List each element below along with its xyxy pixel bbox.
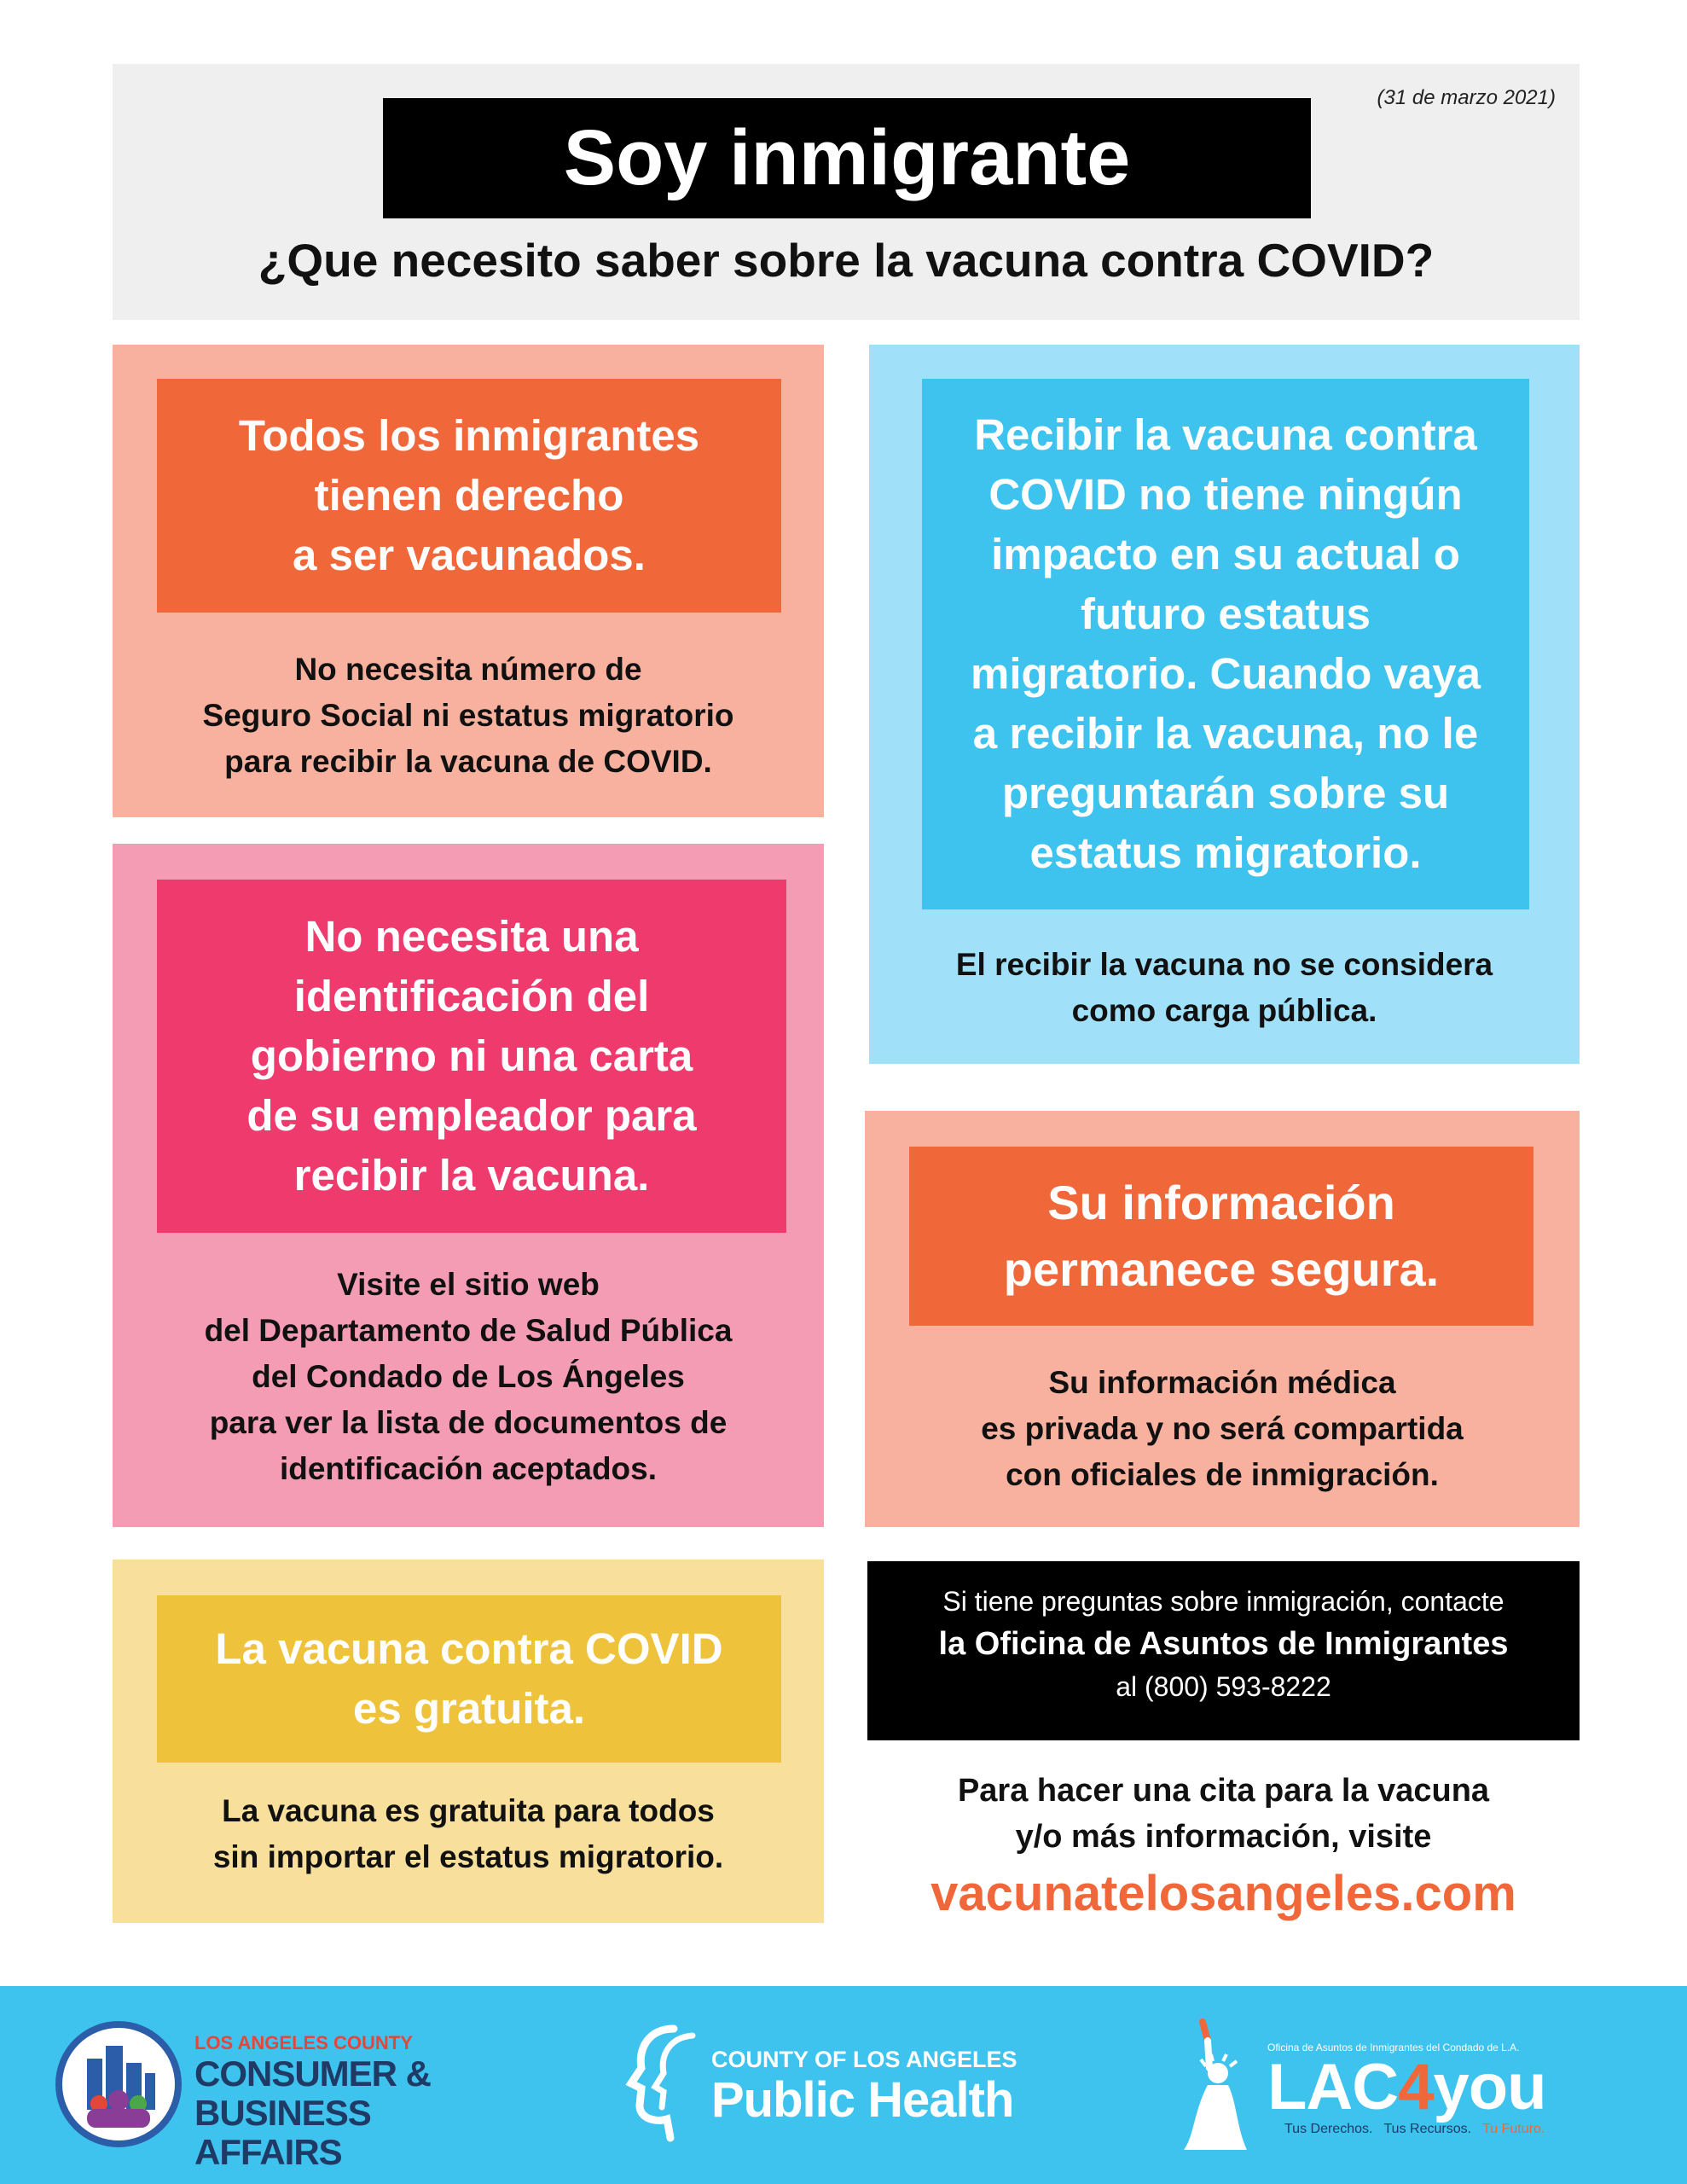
body-line: del Condado de Los Ángeles <box>252 1359 685 1394</box>
appointment-url-link[interactable]: vacunatelosangeles.com <box>930 1866 1516 1921</box>
page-subtitle: ¿Que necesito saber sobre la vacuna contra COVID? <box>258 234 1435 287</box>
body-line: El recibir la vacuna no se considera <box>955 947 1493 982</box>
lac4you-office-line: Oficina de Asuntos de Inmigrantes del Condado de L.A. <box>1267 2042 1520 2053</box>
heading-line: estatus migratorio. <box>1029 828 1422 877</box>
lac4you-tag-2: Tus Recursos. <box>1383 2122 1472 2136</box>
card-id-body <box>113 1262 824 1492</box>
heading-line: recibir la vacuna. <box>293 1151 650 1199</box>
card-info <box>865 1111 1580 1527</box>
card-free <box>113 1560 824 1923</box>
heading-line: es gratuita. <box>352 1684 586 1733</box>
lac4you-brand <box>1267 2051 1583 2123</box>
card-free-heading <box>157 1595 781 1763</box>
public-health-logo <box>623 2020 1032 2148</box>
card-id <box>113 844 824 1527</box>
lac4you-brand-4: 4 <box>1398 2051 1434 2123</box>
heading-line: migratorio. Cuando vaya <box>971 649 1481 698</box>
dcba-line-3: BUSINESS AFFAIRS <box>194 2093 371 2172</box>
heading-line: Todos los inmigrantes <box>238 411 700 460</box>
heading-line: Recibir la vacuna contra <box>974 410 1477 459</box>
body-line: para ver la lista de documentos de <box>209 1405 728 1440</box>
public-health-line-2: Public Health <box>711 2072 1014 2128</box>
contact-phone[interactable]: al (800) 593-8222 <box>1116 1671 1331 1702</box>
contact-box <box>867 1561 1580 1740</box>
heading-line: tienen derecho <box>314 471 624 520</box>
dcba-logo <box>55 2020 455 2172</box>
contact-line-1: Si tiene preguntas sobre inmigración, contacte <box>942 1586 1504 1617</box>
body-line: Seguro Social ni estatus migratorio <box>202 698 734 733</box>
dcba-line-1: LOS ANGELES COUNTY <box>194 2032 413 2053</box>
date-label: (31 de marzo 2021) <box>1377 86 1556 109</box>
heading-line: permanece segura. <box>1003 1242 1440 1296</box>
heading-line: impacto en su actual o <box>991 530 1460 578</box>
lac4you-brand-you: you <box>1433 2051 1546 2123</box>
card-status <box>869 345 1580 1064</box>
card-rights-heading <box>157 379 781 613</box>
card-rights-body <box>113 647 824 785</box>
statue-of-liberty-icon <box>1168 2017 1262 2153</box>
body-line: sin importar el estatus migratorio. <box>212 1839 724 1874</box>
card-free-body <box>113 1788 824 1880</box>
heading-line: a recibir la vacuna, no le <box>972 709 1479 758</box>
heading-line: futuro estatus <box>1080 590 1371 638</box>
heading-line: preguntarán sobre su <box>1001 769 1450 817</box>
heading-line: de su empleador para <box>246 1091 697 1140</box>
lac4you-tagline <box>1267 2121 1583 2138</box>
heading-line: gobierno ni una carta <box>250 1031 693 1080</box>
body-line: La vacuna es gratuita para todos <box>222 1793 715 1828</box>
page-title: Soy inmigrante <box>383 98 1311 218</box>
footer-band <box>0 1986 1687 2184</box>
body-line: para recibir la vacuna de COVID. <box>224 744 712 779</box>
dcba-emblem-icon <box>55 2020 183 2148</box>
card-info-body <box>865 1360 1580 1498</box>
public-health-line-1: COUNTY OF LOS ANGELES <box>711 2047 1017 2072</box>
card-status-body <box>869 942 1580 1034</box>
card-status-heading <box>922 379 1529 909</box>
heading-line: La vacuna contra COVID <box>215 1624 723 1673</box>
profile-heads-icon <box>623 2024 708 2143</box>
body-line: Visite el sitio web <box>337 1267 600 1302</box>
lac4you-tag-1: Tus Derechos. <box>1284 2122 1373 2136</box>
appointment-line-1: Para hacer una cita para la vacuna <box>957 1773 1490 1809</box>
body-line: como carga pública. <box>1071 993 1377 1028</box>
lac4you-brand-lac: LAC <box>1267 2051 1399 2123</box>
header-band <box>113 64 1580 320</box>
heading-line: identificación del <box>293 972 650 1020</box>
contact-office: la Oficina de Asuntos de Inmigrantes <box>938 1626 1509 1662</box>
heading-line: COVID no tiene ningún <box>988 470 1463 519</box>
card-id-heading <box>157 880 786 1233</box>
lac4you-tag-3: Tu Futuro. <box>1482 2122 1545 2136</box>
card-info-heading <box>909 1147 1533 1326</box>
body-line: es privada y no será compartida <box>981 1411 1464 1446</box>
lac4you-logo <box>1168 2017 1578 2153</box>
heading-line: a ser vacunados. <box>293 531 646 579</box>
body-line: No necesita número de <box>294 652 642 687</box>
body-line: del Departamento de Salud Pública <box>204 1313 733 1348</box>
appointment-line-2: y/o más información, visite <box>1015 1819 1432 1855</box>
appointment-section <box>867 1768 1580 1928</box>
dcba-line-2: CONSUMER & <box>194 2053 432 2094</box>
body-line: con oficiales de inmigración. <box>1006 1457 1439 1492</box>
body-line: Su información médica <box>1048 1365 1396 1400</box>
body-line: identificación aceptados. <box>279 1451 658 1486</box>
heading-line: Su información <box>1047 1176 1395 1229</box>
heading-line: No necesita una <box>304 912 639 961</box>
card-rights <box>113 345 824 817</box>
